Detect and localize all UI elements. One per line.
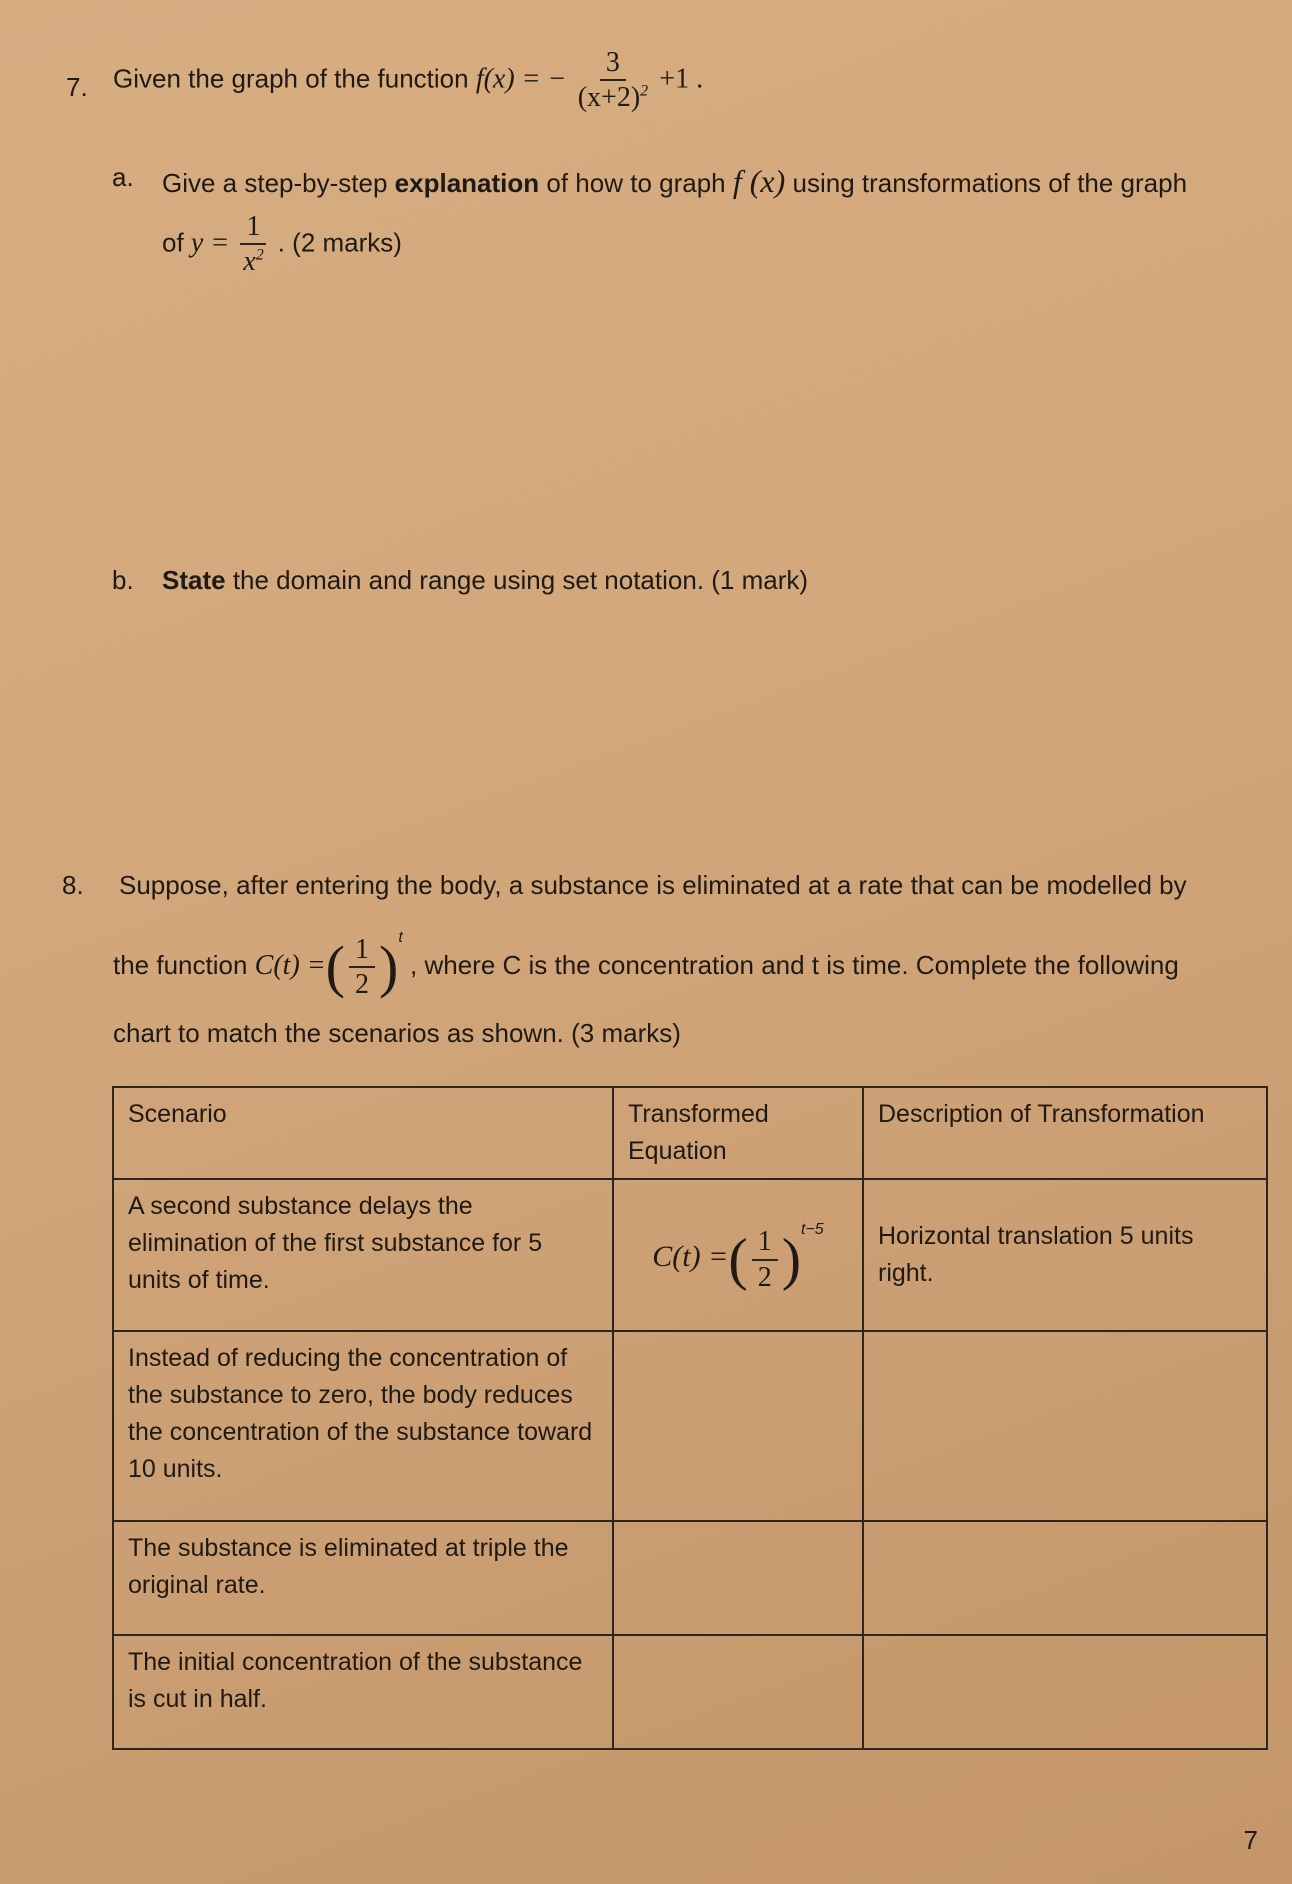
row1-eq-fraction: [752, 1227, 778, 1292]
header-scenario: Scenario: [113, 1087, 613, 1179]
q8-line2-a: the function: [113, 950, 248, 980]
q7b-bold: State: [162, 565, 226, 595]
q8-line2-b: , where C is the concentration and t is time. Complete the following: [410, 950, 1179, 980]
q7a-den-exponent: 2: [255, 247, 264, 265]
q8-line2: the function C(t) =( $\frac{1}{2}$ )$^t$ , where C is the concentration and t is time. Complete the following: [113, 929, 1179, 1001]
scenario-cell: Instead of reducing the concentration of the substance to zero, the body reduces the concentration of the substance toward 10 units.: [113, 1331, 613, 1521]
q8-line1: Suppose, after entering the body, a substance is eliminated at a rate that can be modelled by: [119, 870, 1187, 900]
table-row: [113, 1179, 1267, 1331]
q7a-denominator: x: [243, 246, 256, 278]
scenario-cell: The initial concentration of the substance is cut in half.: [113, 1635, 613, 1749]
q7b-text: the domain and range using set notation. (1 mark): [232, 565, 809, 595]
q8-c-exponent: t: [398, 929, 403, 946]
equation-answer-cell[interactable]: [613, 1331, 863, 1521]
table-row: [113, 1331, 1267, 1521]
q8-number: 8.: [62, 870, 84, 900]
q8-c-denominator: 2: [355, 969, 369, 1001]
q7a-bold: explanation: [394, 168, 540, 198]
q7a-line2: [162, 212, 402, 277]
q7-number: 7.: [66, 72, 88, 102]
description-answer-cell[interactable]: [863, 1521, 1267, 1635]
q7-func-fraction: [578, 48, 648, 113]
q8-line3: chart to match the scenarios as shown. (3 marks): [113, 1018, 681, 1048]
q7b-line: [162, 565, 808, 596]
q7-func-lhs: f(x) = −: [475, 63, 567, 95]
page-number: 7: [1243, 1825, 1258, 1855]
table-row: [113, 1521, 1267, 1635]
q7a-text-2: of how to graph: [546, 168, 726, 198]
q7a-marks: . (2 marks): [277, 227, 402, 258]
q7a-of: of: [162, 227, 184, 258]
header-transformed-equation: Transformed Equation: [613, 1087, 863, 1179]
q7a-line1: [162, 162, 1187, 200]
q7a-fx: f (x): [732, 163, 786, 199]
q7a-text-1: Give a step-by-step: [162, 168, 388, 198]
q8-c-lhs: C(t) =: [254, 950, 326, 981]
description-cell: Horizontal translation 5 units right.: [863, 1179, 1267, 1331]
q7b-label: b.: [112, 565, 134, 595]
row1-eq-numerator: 1: [752, 1227, 778, 1260]
scenario-cell: A second substance delays the elimination of the first substance for 5 units of time.: [113, 1179, 613, 1331]
q7a-fraction: [240, 212, 266, 277]
header-description: Description of Transformation: [863, 1087, 1267, 1179]
q7-func-tail: +1 .: [659, 63, 704, 95]
q7a-label: a.: [112, 162, 134, 192]
q8-c-numerator: 1: [349, 935, 375, 968]
table-row: [113, 1635, 1267, 1749]
row1-eq-lhs: C(t) =: [652, 1240, 729, 1274]
scenario-cell: The substance is eliminated at triple the original rate.: [113, 1521, 613, 1635]
q7a-text-3: using transformations of the graph: [792, 168, 1188, 198]
q7-stem: [113, 48, 703, 113]
q7-func-den-exponent: 2: [640, 83, 649, 101]
q7-func-denominator: (x+2): [577, 82, 641, 114]
equation-cell: C(t) =( $\frac{1}{2}$ )$^{t-5}$: [613, 1179, 863, 1331]
row1-eq-exponent: t−5: [801, 1221, 824, 1239]
scenario-chart: [112, 1086, 1268, 1750]
q7a-y: y =: [190, 227, 230, 259]
q7a-numerator: 1: [240, 212, 266, 245]
row1-eq-denominator: 2: [757, 1261, 772, 1293]
equation-answer-cell[interactable]: [613, 1521, 863, 1635]
q7-intro: Given the graph of the function: [113, 63, 469, 94]
description-answer-cell[interactable]: [863, 1331, 1267, 1521]
q8-c-fraction: [349, 935, 375, 1000]
equation-answer-cell[interactable]: [613, 1635, 863, 1749]
q7-func-numerator: 3: [600, 48, 626, 81]
chart-header-row: [113, 1087, 1267, 1179]
description-answer-cell[interactable]: [863, 1635, 1267, 1749]
